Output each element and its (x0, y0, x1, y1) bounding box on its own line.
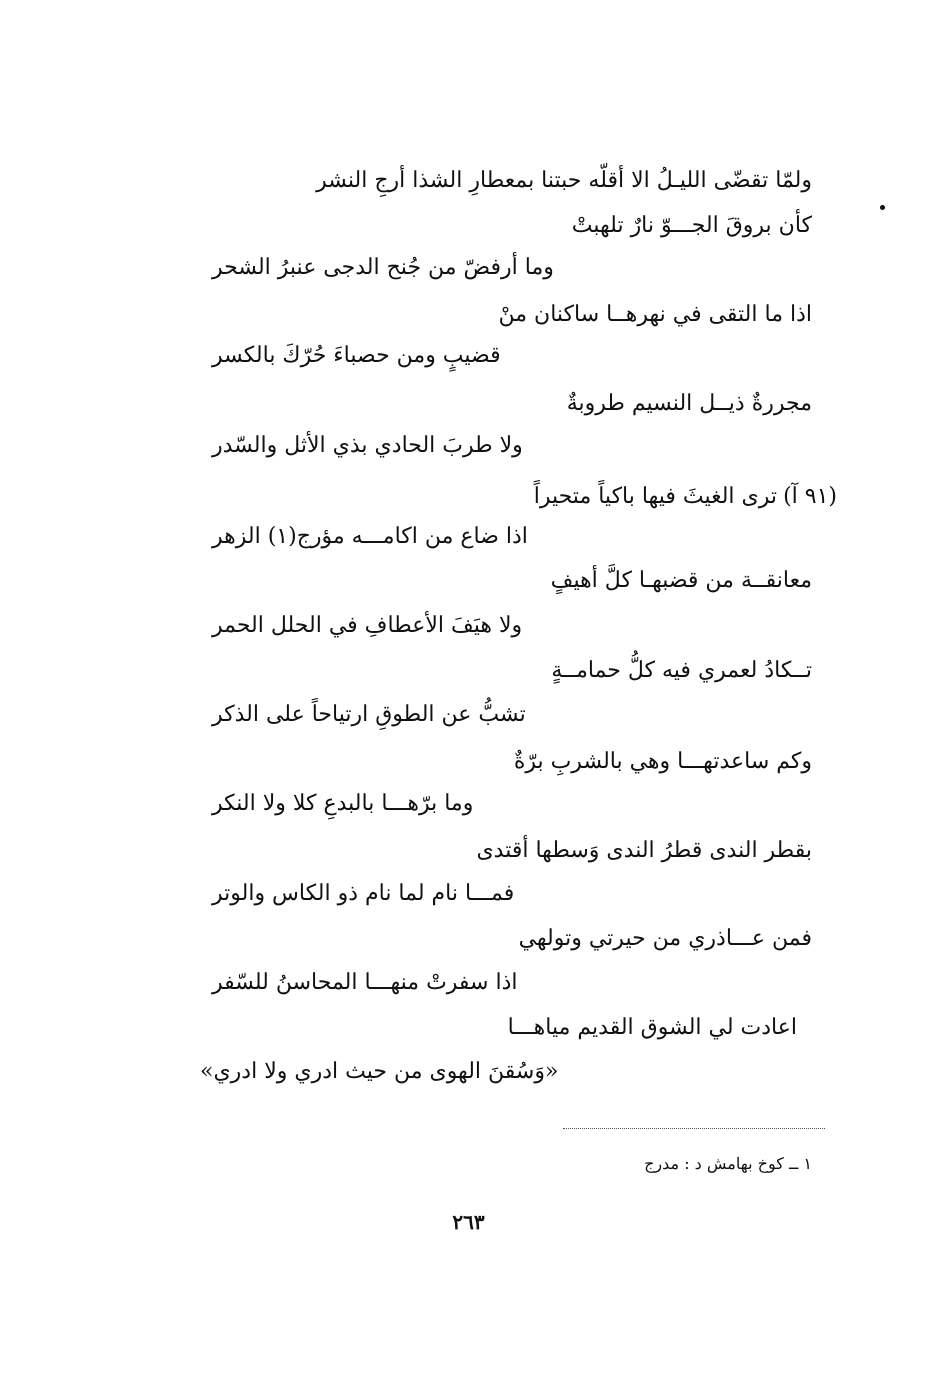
verse-line: وما أرفضّ من جُنح الدجى عنبرُ الشحر (212, 255, 554, 280)
verse-line: تشبُّ عن الطوقِ ارتياحاً على الذكر (212, 702, 526, 727)
verse-line: وما برّهـــا بالبدعِ كلا ولا النكر (212, 791, 474, 816)
verse-line: اذا ما التقى في نهرهــا ساكنان منْ (498, 302, 812, 327)
verse-line: ولا طربَ الحادي بذي الأثل والسّدر (212, 433, 523, 458)
verse-line: ترى الغيثَ فيها باكياً متحيراً (533, 484, 777, 509)
verse-line: تــكادُ لعمري فيه كلُّ حمامــةٍ (551, 658, 812, 683)
verse-line: اذا سفرتْ منهـــا المحاسنُ للسّفر (212, 970, 518, 995)
verse-line: فمن عـــاذري من حيرتي وتولهي (518, 926, 812, 951)
footnote: ١ ــ كوخ بهامش د : مدرج (644, 1154, 812, 1173)
footnote-separator (563, 1128, 825, 1129)
margin-dot (880, 205, 885, 210)
verse-line: «وَسُقنَ الهوى من حيث ادري ولا ادري» (200, 1059, 559, 1084)
verse-line: ولا هيَفَ الأعطافِ في الحلل الحمر (212, 613, 523, 638)
page-number: ٢٦٣ (452, 1210, 485, 1234)
verse-line: معانقــة من قضبهـا كلَّ أهيفٍ (550, 568, 812, 593)
verse-line: كأن بروقَ الجـــوّ نارٌ تلهبتْ (571, 213, 812, 238)
verse-line: وكم ساعدتهـــا وهي بالشربِ برّةٌ (513, 749, 812, 774)
verse-line: اعادت لي الشوق القديم مياهـــا (507, 1015, 797, 1040)
verse-line: اذا ضاع من اكامـــه مؤرج(١) الزهر (212, 524, 528, 549)
verse-line: قضيبٍ ومن حصباءَ حُرّكَ بالكسر (212, 343, 501, 368)
verse-line: فمـــا نام لما نام ذو الكاس والوتر (212, 881, 515, 906)
verse-line: ولمّا تقضّى الليـلُ الا أقلّه حبتنا بمعطارِ الشذا أرجِ النشر (316, 168, 812, 193)
folio-marginal-note: (٩١ آ) (783, 484, 837, 509)
verse-line: بقطر الندى قطرُ الندى وَسطها أقتدى (476, 838, 812, 863)
verse-line: مجررةٌ ذيــل النسيم طروبةٌ (566, 391, 812, 416)
